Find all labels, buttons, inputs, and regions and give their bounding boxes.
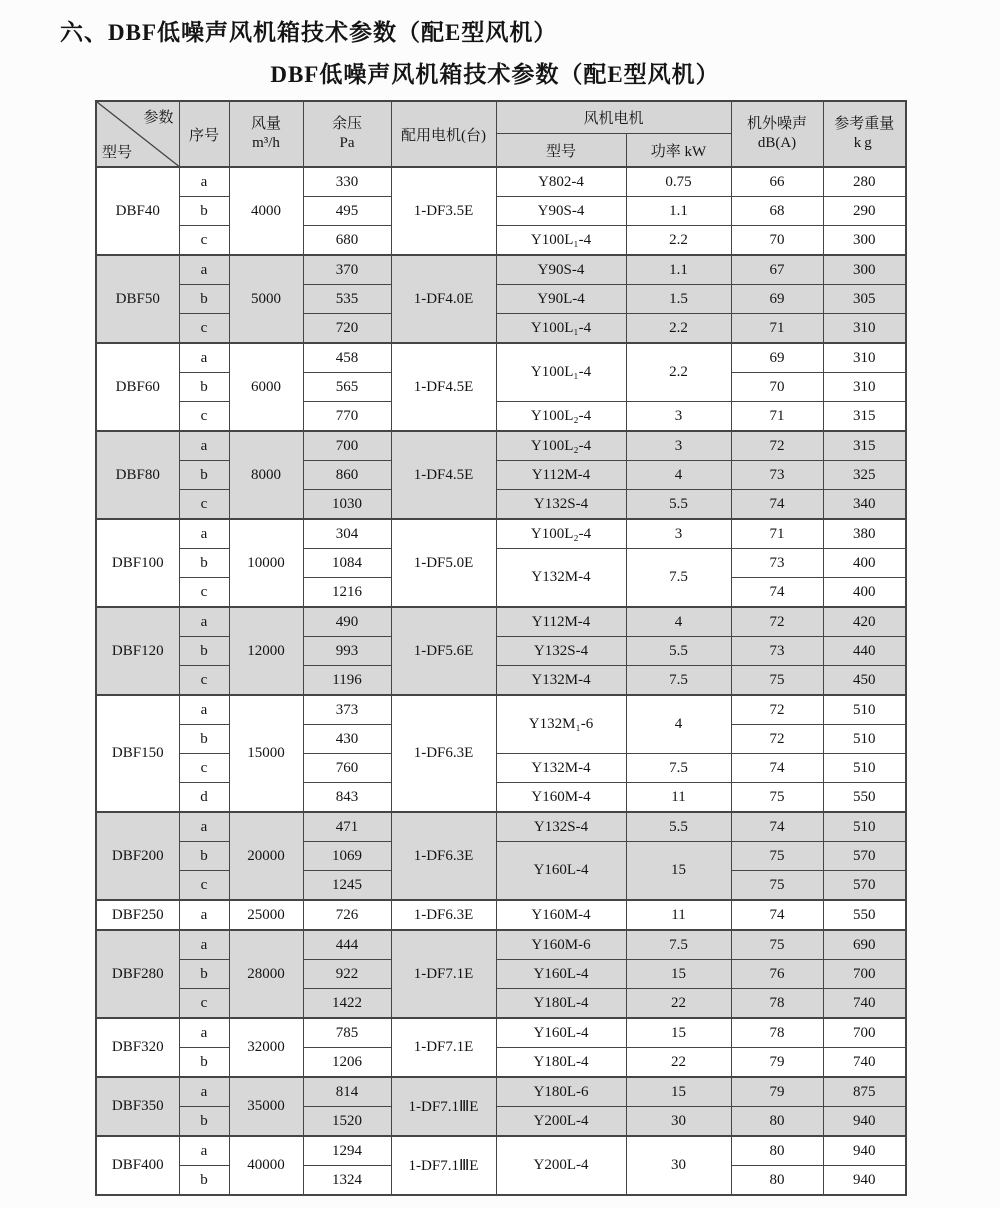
noise-cell: 75 (731, 666, 823, 696)
pressure-cell: 1084 (303, 549, 391, 578)
noise-cell: 69 (731, 285, 823, 314)
serial-cell: b (179, 1048, 229, 1078)
serial-cell: c (179, 226, 229, 256)
noise-cell: 75 (731, 930, 823, 960)
pressure-cell: 720 (303, 314, 391, 344)
motor-power-cell: 3 (626, 519, 731, 549)
table-row (96, 783, 906, 813)
weight-cell: 510 (823, 812, 906, 842)
noise-cell: 79 (731, 1077, 823, 1107)
motor-power-cell: 4 (626, 695, 731, 754)
noise-cell: 71 (731, 402, 823, 432)
pressure-cell: 814 (303, 1077, 391, 1107)
weight-cell: 940 (823, 1136, 906, 1166)
noise-cell: 72 (731, 607, 823, 637)
table-row (96, 431, 906, 461)
noise-cell: 74 (731, 754, 823, 783)
noise-cell: 66 (731, 167, 823, 197)
motor-model-cell: Y160L-4 (496, 960, 626, 989)
weight-cell: 510 (823, 725, 906, 754)
airflow-cell: 15000 (229, 695, 303, 812)
noise-cell: 72 (731, 725, 823, 754)
noise-cell: 74 (731, 578, 823, 608)
motor-model-cell: Y100L₂-4 (496, 519, 626, 549)
motor-model-cell: Y100L₁-4 (496, 314, 626, 344)
motor-unit-cell: 1-DF6.3E (391, 812, 496, 900)
table-row (96, 607, 906, 637)
motor-power-cell: 22 (626, 1048, 731, 1078)
motor-unit-cell: 1-DF7.1E (391, 1018, 496, 1077)
noise-cell: 75 (731, 842, 823, 871)
serial-cell: b (179, 197, 229, 226)
noise-cell: 79 (731, 1048, 823, 1078)
weight-cell: 420 (823, 607, 906, 637)
motor-power-cell: 11 (626, 900, 731, 930)
table-row (96, 255, 906, 285)
motor-model-cell: Y200L-4 (496, 1107, 626, 1137)
serial-cell: c (179, 754, 229, 783)
serial-cell: a (179, 900, 229, 930)
noise-cell: 80 (731, 1107, 823, 1137)
pressure-cell: 471 (303, 812, 391, 842)
table-row (96, 1107, 906, 1137)
noise-cell: 75 (731, 871, 823, 901)
table-row (96, 285, 906, 314)
motor-power-cell: 3 (626, 402, 731, 432)
noise-cell: 69 (731, 343, 823, 373)
pressure-cell: 430 (303, 725, 391, 754)
serial-cell: a (179, 167, 229, 197)
table-row (96, 754, 906, 783)
table-row (96, 519, 906, 549)
airflow-cell: 20000 (229, 812, 303, 900)
serial-cell: a (179, 255, 229, 285)
serial-cell: b (179, 725, 229, 754)
serial-cell: b (179, 461, 229, 490)
weight-cell: 310 (823, 373, 906, 402)
weight-cell: 440 (823, 637, 906, 666)
motor-unit-cell: 1-DF5.6E (391, 607, 496, 695)
noise-cell: 67 (731, 255, 823, 285)
noise-cell: 72 (731, 431, 823, 461)
motor-model-cell: Y112M-4 (496, 461, 626, 490)
table-header (96, 101, 906, 167)
motor-power-cell: 22 (626, 989, 731, 1019)
noise-cell: 74 (731, 812, 823, 842)
table-row (96, 666, 906, 696)
weight-cell: 400 (823, 549, 906, 578)
corner-param-label: 参数 (143, 110, 174, 126)
motor-power-cell: 7.5 (626, 754, 731, 783)
airflow-cell: 6000 (229, 343, 303, 431)
pressure-cell: 770 (303, 402, 391, 432)
motor-power-cell: 15 (626, 842, 731, 901)
airflow-cell: 32000 (229, 1018, 303, 1077)
noise-cell: 80 (731, 1166, 823, 1196)
motor-model-cell: Y180L-4 (496, 989, 626, 1019)
serial-cell: c (179, 490, 229, 520)
motor-model-cell: Y132M-4 (496, 754, 626, 783)
motor-model-cell: Y90S-4 (496, 255, 626, 285)
serial-cell: a (179, 1136, 229, 1166)
model-cell: DBF150 (96, 695, 179, 812)
noise-cell: 70 (731, 226, 823, 256)
serial-cell: a (179, 1018, 229, 1048)
model-cell: DBF250 (96, 900, 179, 930)
serial-cell: c (179, 402, 229, 432)
pressure-cell: 330 (303, 167, 391, 197)
airflow-cell: 25000 (229, 900, 303, 930)
model-cell: DBF350 (96, 1077, 179, 1136)
weight-cell: 450 (823, 666, 906, 696)
motor-model-cell: Y132S-4 (496, 812, 626, 842)
motor-model-cell: Y100L₁-4 (496, 343, 626, 402)
serial-cell: b (179, 960, 229, 989)
pressure-cell: 993 (303, 637, 391, 666)
table-row (96, 314, 906, 344)
weight-cell: 690 (823, 930, 906, 960)
serial-cell: a (179, 343, 229, 373)
model-cell: DBF200 (96, 812, 179, 900)
weight-cell: 940 (823, 1166, 906, 1196)
weight-cell: 300 (823, 255, 906, 285)
pressure-cell: 680 (303, 226, 391, 256)
motor-model-cell: Y160M-4 (496, 783, 626, 813)
motor-model-cell: Y132M-4 (496, 666, 626, 696)
airflow-cell: 10000 (229, 519, 303, 607)
motor-power-cell: 7.5 (626, 930, 731, 960)
model-cell: DBF50 (96, 255, 179, 343)
noise-cell: 73 (731, 461, 823, 490)
weight-cell: 570 (823, 842, 906, 871)
motor-model-cell: Y200L-4 (496, 1136, 626, 1195)
airflow-header-unit: m³/h (252, 135, 280, 151)
weight-cell: 740 (823, 1048, 906, 1078)
serial-cell: c (179, 314, 229, 344)
motor-power-cell: 4 (626, 461, 731, 490)
noise-cell: 74 (731, 900, 823, 930)
serial-cell: b (179, 373, 229, 402)
motor-power-cell: 4 (626, 607, 731, 637)
motor-model-cell: Y160M-6 (496, 930, 626, 960)
motor-unit-cell: 1-DF4.5E (391, 343, 496, 431)
motor-power-cell: 15 (626, 1077, 731, 1107)
pressure-cell: 565 (303, 373, 391, 402)
table-row (96, 490, 906, 520)
model-cell: DBF60 (96, 343, 179, 431)
weight-cell: 310 (823, 314, 906, 344)
noise-cell: 76 (731, 960, 823, 989)
motor-model-cell: Y100L₂-4 (496, 402, 626, 432)
serial-header: 序号 (179, 101, 229, 167)
serial-cell: c (179, 871, 229, 901)
motor-power-cell: 0.75 (626, 167, 731, 197)
noise-cell: 75 (731, 783, 823, 813)
pressure-cell: 1069 (303, 842, 391, 871)
noise-header-label: 机外噪声 (747, 116, 808, 133)
noise-cell: 73 (731, 637, 823, 666)
motor-model-cell: Y132M₁-6 (496, 695, 626, 754)
table-row (96, 1136, 906, 1166)
motor-power-cell: 15 (626, 960, 731, 989)
pressure-cell: 370 (303, 255, 391, 285)
table-row (96, 900, 906, 930)
pressure-cell: 304 (303, 519, 391, 549)
table-row (96, 812, 906, 842)
motor-model-cell: Y112M-4 (496, 607, 626, 637)
noise-cell: 68 (731, 197, 823, 226)
table-row (96, 1018, 906, 1048)
motor-unit-cell: 1-DF7.1ⅢE (391, 1136, 496, 1195)
airflow-cell: 28000 (229, 930, 303, 1018)
weight-cell: 940 (823, 1107, 906, 1137)
table-row (96, 197, 906, 226)
serial-cell: a (179, 695, 229, 725)
serial-cell: a (179, 431, 229, 461)
noise-cell: 78 (731, 989, 823, 1019)
pressure-cell: 458 (303, 343, 391, 373)
table-row (96, 930, 906, 960)
motor-model-cell: Y802-4 (496, 167, 626, 197)
motor-power-cell: 5.5 (626, 637, 731, 666)
motor-power-cell: 5.5 (626, 812, 731, 842)
serial-cell: a (179, 1077, 229, 1107)
serial-cell: a (179, 930, 229, 960)
weight-cell: 400 (823, 578, 906, 608)
table-row (96, 1077, 906, 1107)
pressure-header-label: 余压 (331, 116, 362, 133)
model-cell: DBF320 (96, 1018, 179, 1077)
noise-cell: 70 (731, 373, 823, 402)
model-cell: DBF400 (96, 1136, 179, 1195)
noise-cell: 78 (731, 1018, 823, 1048)
serial-cell: c (179, 666, 229, 696)
serial-cell: c (179, 578, 229, 608)
motor-power-cell: 7.5 (626, 666, 731, 696)
serial-cell: a (179, 519, 229, 549)
pressure-cell: 495 (303, 197, 391, 226)
airflow-header (229, 101, 303, 167)
motor-power-header: 功率 kW (626, 134, 731, 168)
model-cell: DBF80 (96, 431, 179, 519)
motor-model-cell: Y180L-4 (496, 1048, 626, 1078)
pressure-cell: 700 (303, 431, 391, 461)
pressure-cell: 785 (303, 1018, 391, 1048)
serial-cell: a (179, 607, 229, 637)
serial-cell: d (179, 783, 229, 813)
weight-cell: 510 (823, 695, 906, 725)
corner-header-cell (96, 101, 179, 167)
weight-cell: 550 (823, 900, 906, 930)
weight-cell: 315 (823, 431, 906, 461)
pressure-cell: 1206 (303, 1048, 391, 1078)
table-row (96, 343, 906, 373)
weight-cell: 550 (823, 783, 906, 813)
table-row (96, 1048, 906, 1078)
motor-model-cell: Y132S-4 (496, 637, 626, 666)
motor-unit-cell: 1-DF4.5E (391, 431, 496, 519)
motor-unit-cell: 1-DF7.1ⅢE (391, 1077, 496, 1136)
weight-header-unit: kg (853, 135, 875, 151)
motor-power-cell: 7.5 (626, 549, 731, 608)
pressure-header-unit: Pa (339, 135, 355, 151)
pressure-cell: 1520 (303, 1107, 391, 1137)
motor-unit-cell: 1-DF3.5E (391, 167, 496, 255)
table-row (96, 637, 906, 666)
motor-model-cell: Y160L-4 (496, 842, 626, 901)
table-row (96, 167, 906, 197)
airflow-cell: 5000 (229, 255, 303, 343)
table-row (96, 461, 906, 490)
spec-table-body (96, 167, 906, 1195)
pressure-cell: 1196 (303, 666, 391, 696)
spec-table (95, 100, 907, 1196)
motor-unit-cell: 1-DF6.3E (391, 900, 496, 930)
section-heading: 六、DBF低噪声风机箱技术参数（配E型风机） (60, 20, 558, 45)
motor-power-cell: 30 (626, 1136, 731, 1195)
table-row (96, 695, 906, 725)
motor-power-cell: 2.2 (626, 343, 731, 402)
weight-cell: 315 (823, 402, 906, 432)
airflow-cell: 35000 (229, 1077, 303, 1136)
weight-cell: 340 (823, 490, 906, 520)
pressure-cell: 922 (303, 960, 391, 989)
weight-header-label: 参考重量 (834, 116, 895, 133)
serial-cell: b (179, 1166, 229, 1196)
weight-cell: 570 (823, 871, 906, 901)
serial-cell: c (179, 989, 229, 1019)
noise-cell: 74 (731, 490, 823, 520)
weight-cell: 380 (823, 519, 906, 549)
serial-cell: b (179, 1107, 229, 1137)
airflow-cell: 40000 (229, 1136, 303, 1195)
motor-power-cell: 11 (626, 783, 731, 813)
weight-cell: 290 (823, 197, 906, 226)
weight-cell: 325 (823, 461, 906, 490)
motor-model-cell: Y90S-4 (496, 197, 626, 226)
table-row (96, 960, 906, 989)
pressure-cell: 843 (303, 783, 391, 813)
motor-model-cell: Y160M-4 (496, 900, 626, 930)
motor-unit-cell: 1-DF4.0E (391, 255, 496, 343)
weight-cell: 740 (823, 989, 906, 1019)
fan-motor-header: 风机电机 (496, 101, 731, 134)
airflow-cell: 8000 (229, 431, 303, 519)
weight-cell: 700 (823, 1018, 906, 1048)
noise-cell: 80 (731, 1136, 823, 1166)
model-cell: DBF100 (96, 519, 179, 607)
motor-model-cell: Y100L₁-4 (496, 226, 626, 256)
pressure-cell: 1294 (303, 1136, 391, 1166)
weight-cell: 300 (823, 226, 906, 256)
noise-cell: 71 (731, 519, 823, 549)
motor-power-cell: 15 (626, 1018, 731, 1048)
serial-cell: a (179, 812, 229, 842)
pressure-cell: 535 (303, 285, 391, 314)
motor-power-cell: 5.5 (626, 490, 731, 520)
motor-model-cell: Y100L₂-4 (496, 431, 626, 461)
motor-unit-header: 配用电机(台) (391, 101, 496, 167)
noise-cell: 72 (731, 695, 823, 725)
motor-power-cell: 1.5 (626, 285, 731, 314)
weight-cell: 305 (823, 285, 906, 314)
motor-model-cell: Y90L-4 (496, 285, 626, 314)
noise-header (731, 101, 823, 167)
motor-power-cell: 3 (626, 431, 731, 461)
motor-power-cell: 2.2 (626, 314, 731, 344)
serial-cell: b (179, 549, 229, 578)
motor-unit-cell: 1-DF5.0E (391, 519, 496, 607)
weight-cell: 510 (823, 754, 906, 783)
pressure-cell: 760 (303, 754, 391, 783)
weight-cell: 875 (823, 1077, 906, 1107)
serial-cell: b (179, 285, 229, 314)
pressure-cell: 1422 (303, 989, 391, 1019)
pressure-cell: 490 (303, 607, 391, 637)
pressure-cell: 1216 (303, 578, 391, 608)
model-cell: DBF40 (96, 167, 179, 255)
model-cell: DBF120 (96, 607, 179, 695)
motor-power-cell: 30 (626, 1107, 731, 1137)
pressure-header (303, 101, 391, 167)
motor-unit-cell: 1-DF7.1E (391, 930, 496, 1018)
model-cell: DBF280 (96, 930, 179, 1018)
serial-cell: b (179, 842, 229, 871)
airflow-header-label: 风量 (250, 116, 281, 133)
pressure-cell: 860 (303, 461, 391, 490)
pressure-cell: 1245 (303, 871, 391, 901)
pressure-cell: 1324 (303, 1166, 391, 1196)
motor-model-header: 型号 (496, 134, 626, 168)
pressure-cell: 726 (303, 900, 391, 930)
noise-header-unit: dB(A) (757, 135, 797, 151)
motor-model-cell: Y132S-4 (496, 490, 626, 520)
airflow-cell: 4000 (229, 167, 303, 255)
pressure-cell: 1030 (303, 490, 391, 520)
table-row (96, 842, 906, 871)
page-title: DBF低噪声风机箱技术参数（配E型风机） (270, 62, 720, 87)
pressure-cell: 373 (303, 695, 391, 725)
motor-model-cell: Y132M-4 (496, 549, 626, 608)
pressure-cell: 444 (303, 930, 391, 960)
table-row (96, 402, 906, 432)
airflow-cell: 12000 (229, 607, 303, 695)
table-row (96, 989, 906, 1019)
serial-cell: b (179, 637, 229, 666)
weight-cell: 700 (823, 960, 906, 989)
motor-power-cell: 1.1 (626, 197, 731, 226)
corner-model-label: 型号 (102, 145, 133, 161)
motor-model-cell: Y160L-4 (496, 1018, 626, 1048)
motor-power-cell: 1.1 (626, 255, 731, 285)
motor-power-cell: 2.2 (626, 226, 731, 256)
table-row (96, 549, 906, 578)
weight-header (823, 101, 906, 167)
noise-cell: 71 (731, 314, 823, 344)
motor-model-cell: Y180L-6 (496, 1077, 626, 1107)
motor-unit-cell: 1-DF6.3E (391, 695, 496, 812)
table-row (96, 226, 906, 256)
noise-cell: 73 (731, 549, 823, 578)
weight-cell: 280 (823, 167, 906, 197)
weight-cell: 310 (823, 343, 906, 373)
